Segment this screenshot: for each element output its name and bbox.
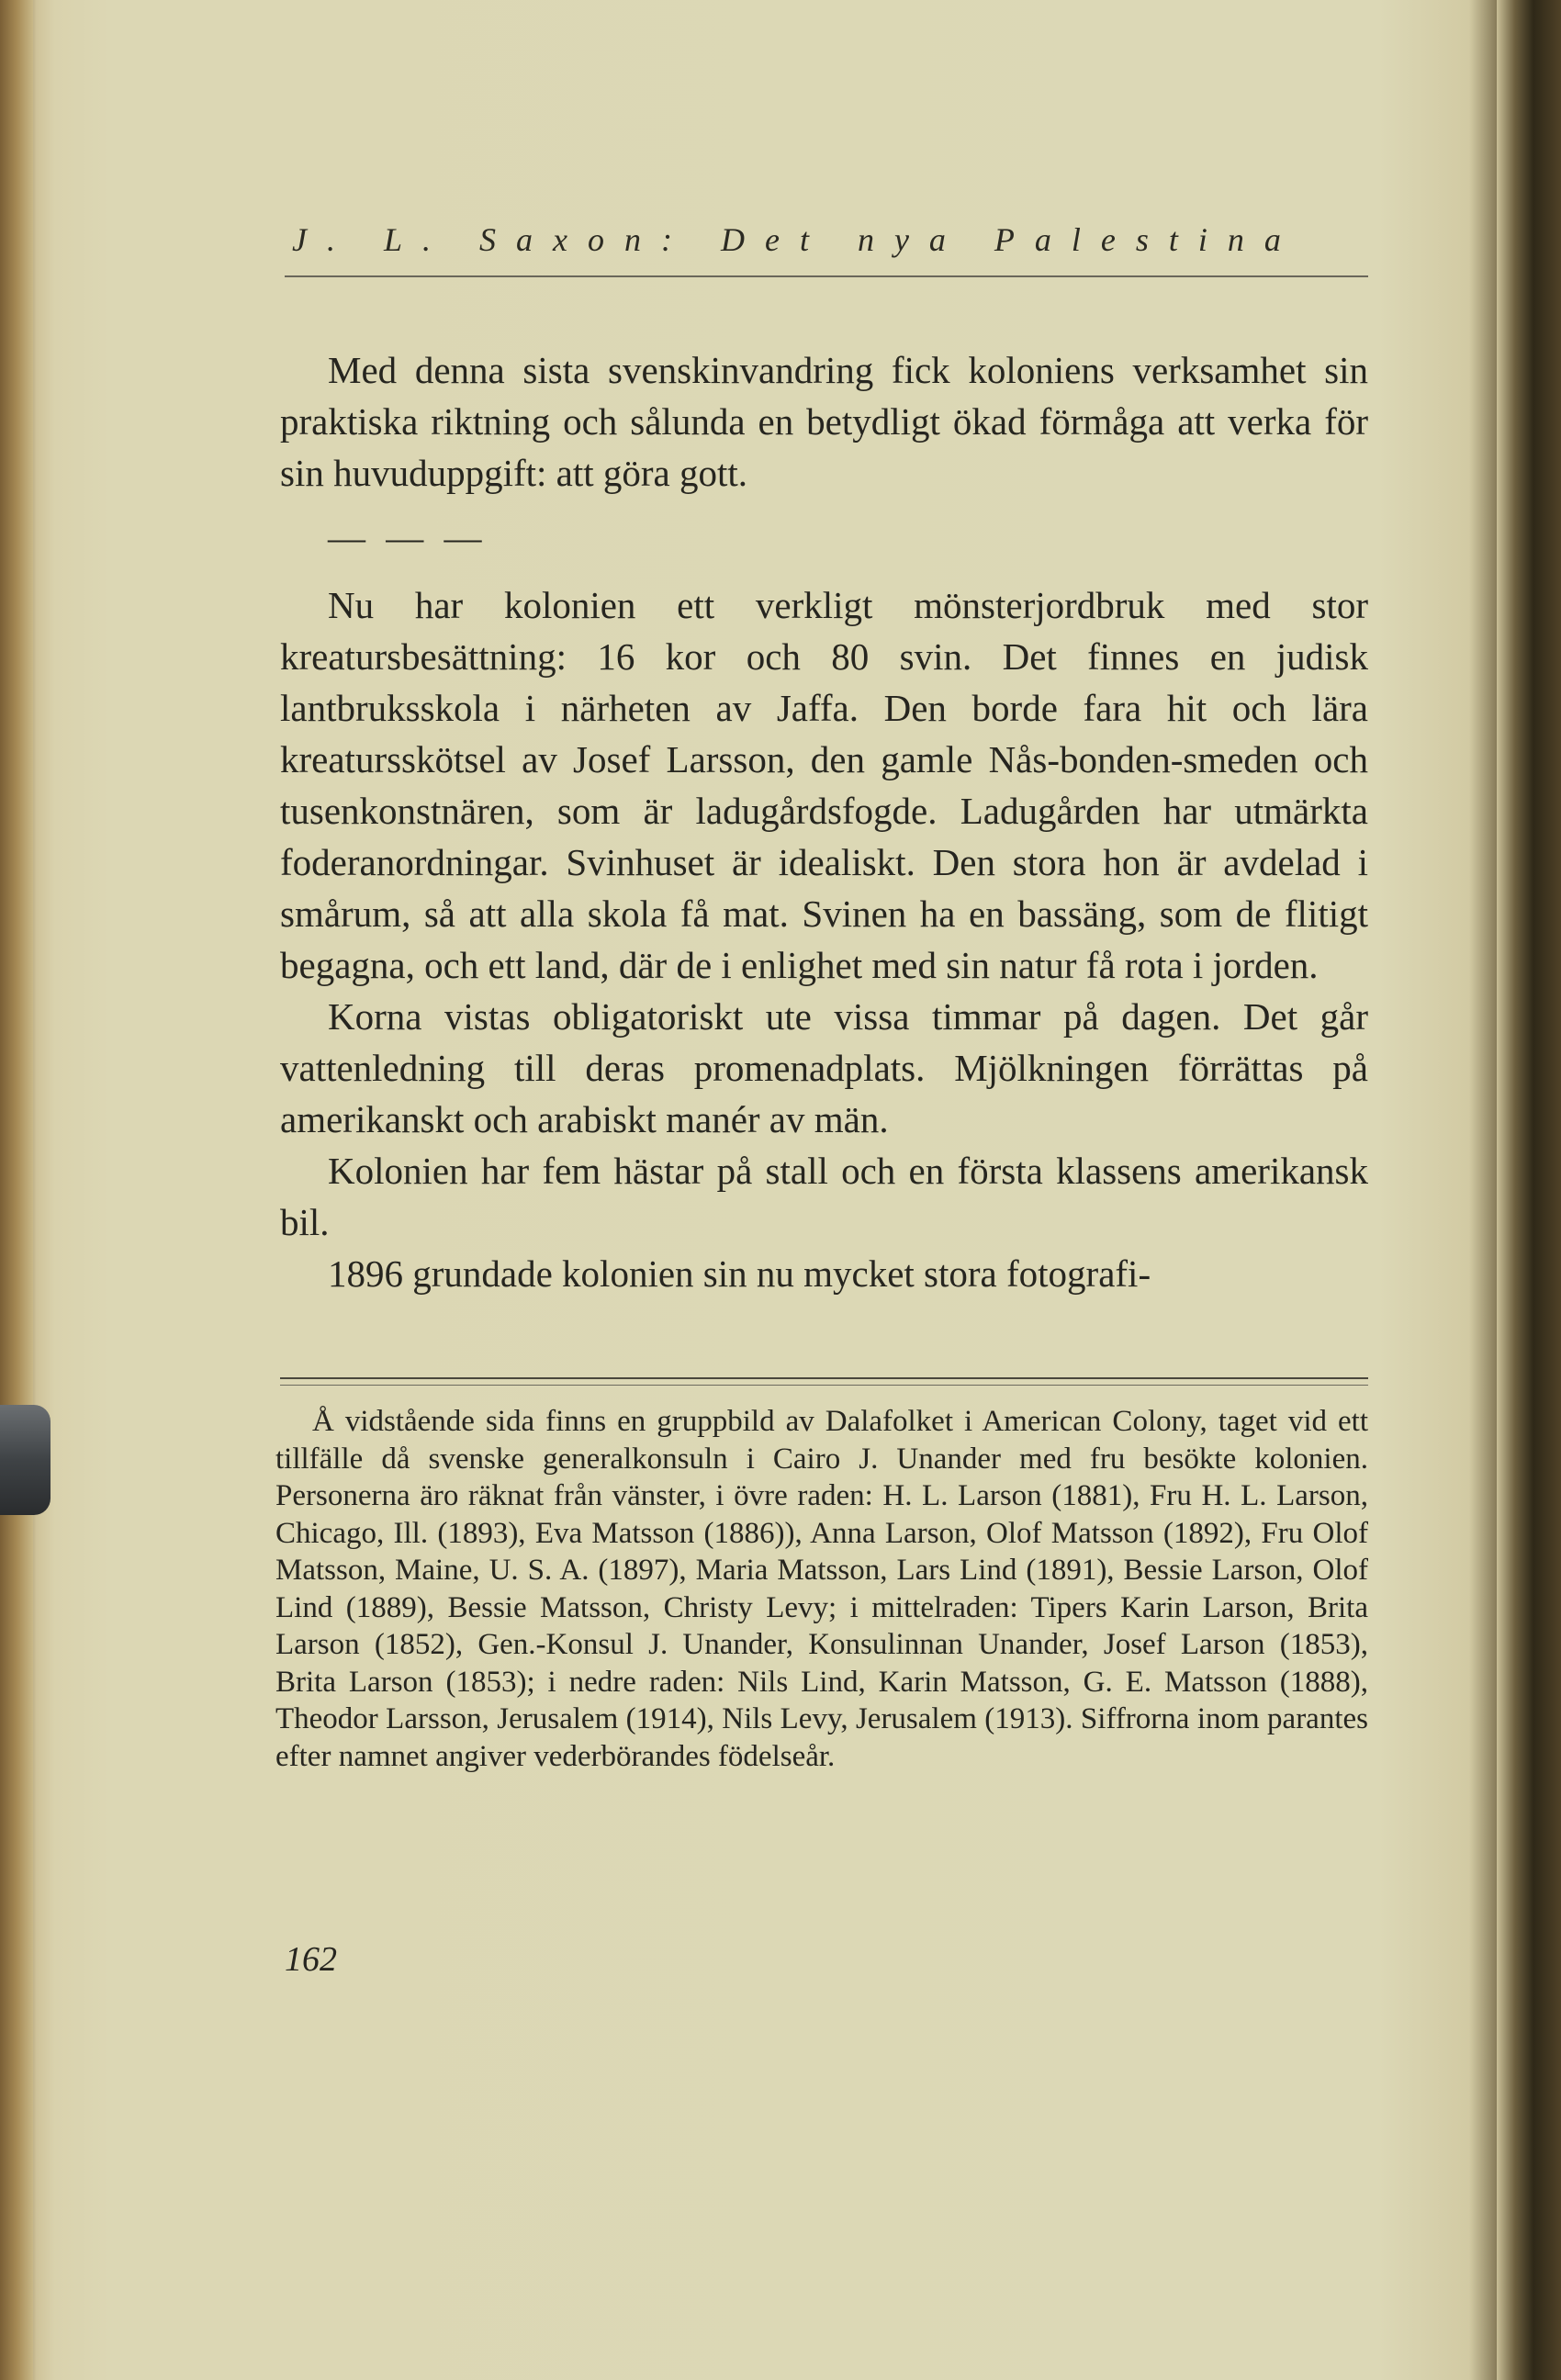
page-edge-right: [1497, 0, 1561, 2380]
running-head: J. L. Saxon: Det nya Palestina: [292, 221, 1301, 258]
holder-clip: [0, 1405, 51, 1515]
paragraph: Kolonien har fem hästar på stall och en första klassens amerikansk bil.: [280, 1150, 1368, 1243]
section-separator: — — —: [328, 516, 488, 558]
header-rule: [285, 275, 1368, 277]
paragraph: Med denna sista svenskinvandring fick koloniens verksamhet sin praktiska riktning och sålunda en betydligt ökad förmåga att verka för sin huvuduppgift: att göra gott.: [280, 349, 1368, 494]
paragraph: 1896 grundade kolonien sin nu mycket stora fotografi-: [328, 1252, 1151, 1295]
body-text: [280, 344, 1368, 1299]
footnote-rule: [280, 1377, 1368, 1379]
book-spine-edge: [0, 0, 33, 2380]
page-number: 162: [285, 1940, 337, 1979]
footnote-rule-thin: [280, 1385, 1368, 1386]
paragraph: Nu har kolonien ett verkligt mönsterjordbruk med stor kreatursbesättning: 16 kor och 80 svin. Det finnes en judisk lantbruksskola i närheten av Jaffa. Den borde fara hit och lära kreatursskötsel av Josef Larsson, den gamle Nås-bonden-smeden och tusenkonstnären, som är ladugårdsfogde. Ladugården har utmärkta foderanordningar. Svinhuset är idealiskt. Den stora hon är avdelad i smårum, så att alla skola få mat. Svinen ha en bassäng, som de flitigt begagna, och ett land, där de i enlighet med sin natur få rota i jorden.: [280, 584, 1368, 986]
paragraph: Korna vistas obligatoriskt ute vissa timmar på dagen. Det går vattenledning till deras promenadplats. Mjölkningen förrättas på amerikanskt och arabiskt manér av män.: [280, 995, 1368, 1140]
footnote-caption: Å vidstående sida finns en gruppbild av Dalafolket i American Colony, taget vid ett tillfälle då svenske generalkonsuln i Cairo J. Unander med fru besökte kolonien. Personerna äro räknat från vänster, i övre raden: H. L. Larson (1881), Fru H. L. Larson, Chicago, Ill. (1893), Eva Matsson (1886)), Anna Larson, Olof Matsson (1892), Fru Olof Matsson, Maine, U. S. A. (1897), Maria Matsson, Lars Lind (1891), Bessie Larson, Olof Lind (1889), Bessie Matsson, Christy Levy; i mittelraden: Tipers Karin Larson, Brita Larson (1852), Gen.-Konsul J. Unander, Konsulinnan Unander, Josef Larson (1853), Brita Larson (1853); i nedre raden: Nils Lind, Karin Matsson, G. E. Matsson (1888), Theodor Larsson, Jerusalem (1914), Nils Levy, Jerusalem (1913). Siffrorna inom parantes efter namnet angiver vederbörandes födelseår.: [275, 1405, 1368, 1773]
